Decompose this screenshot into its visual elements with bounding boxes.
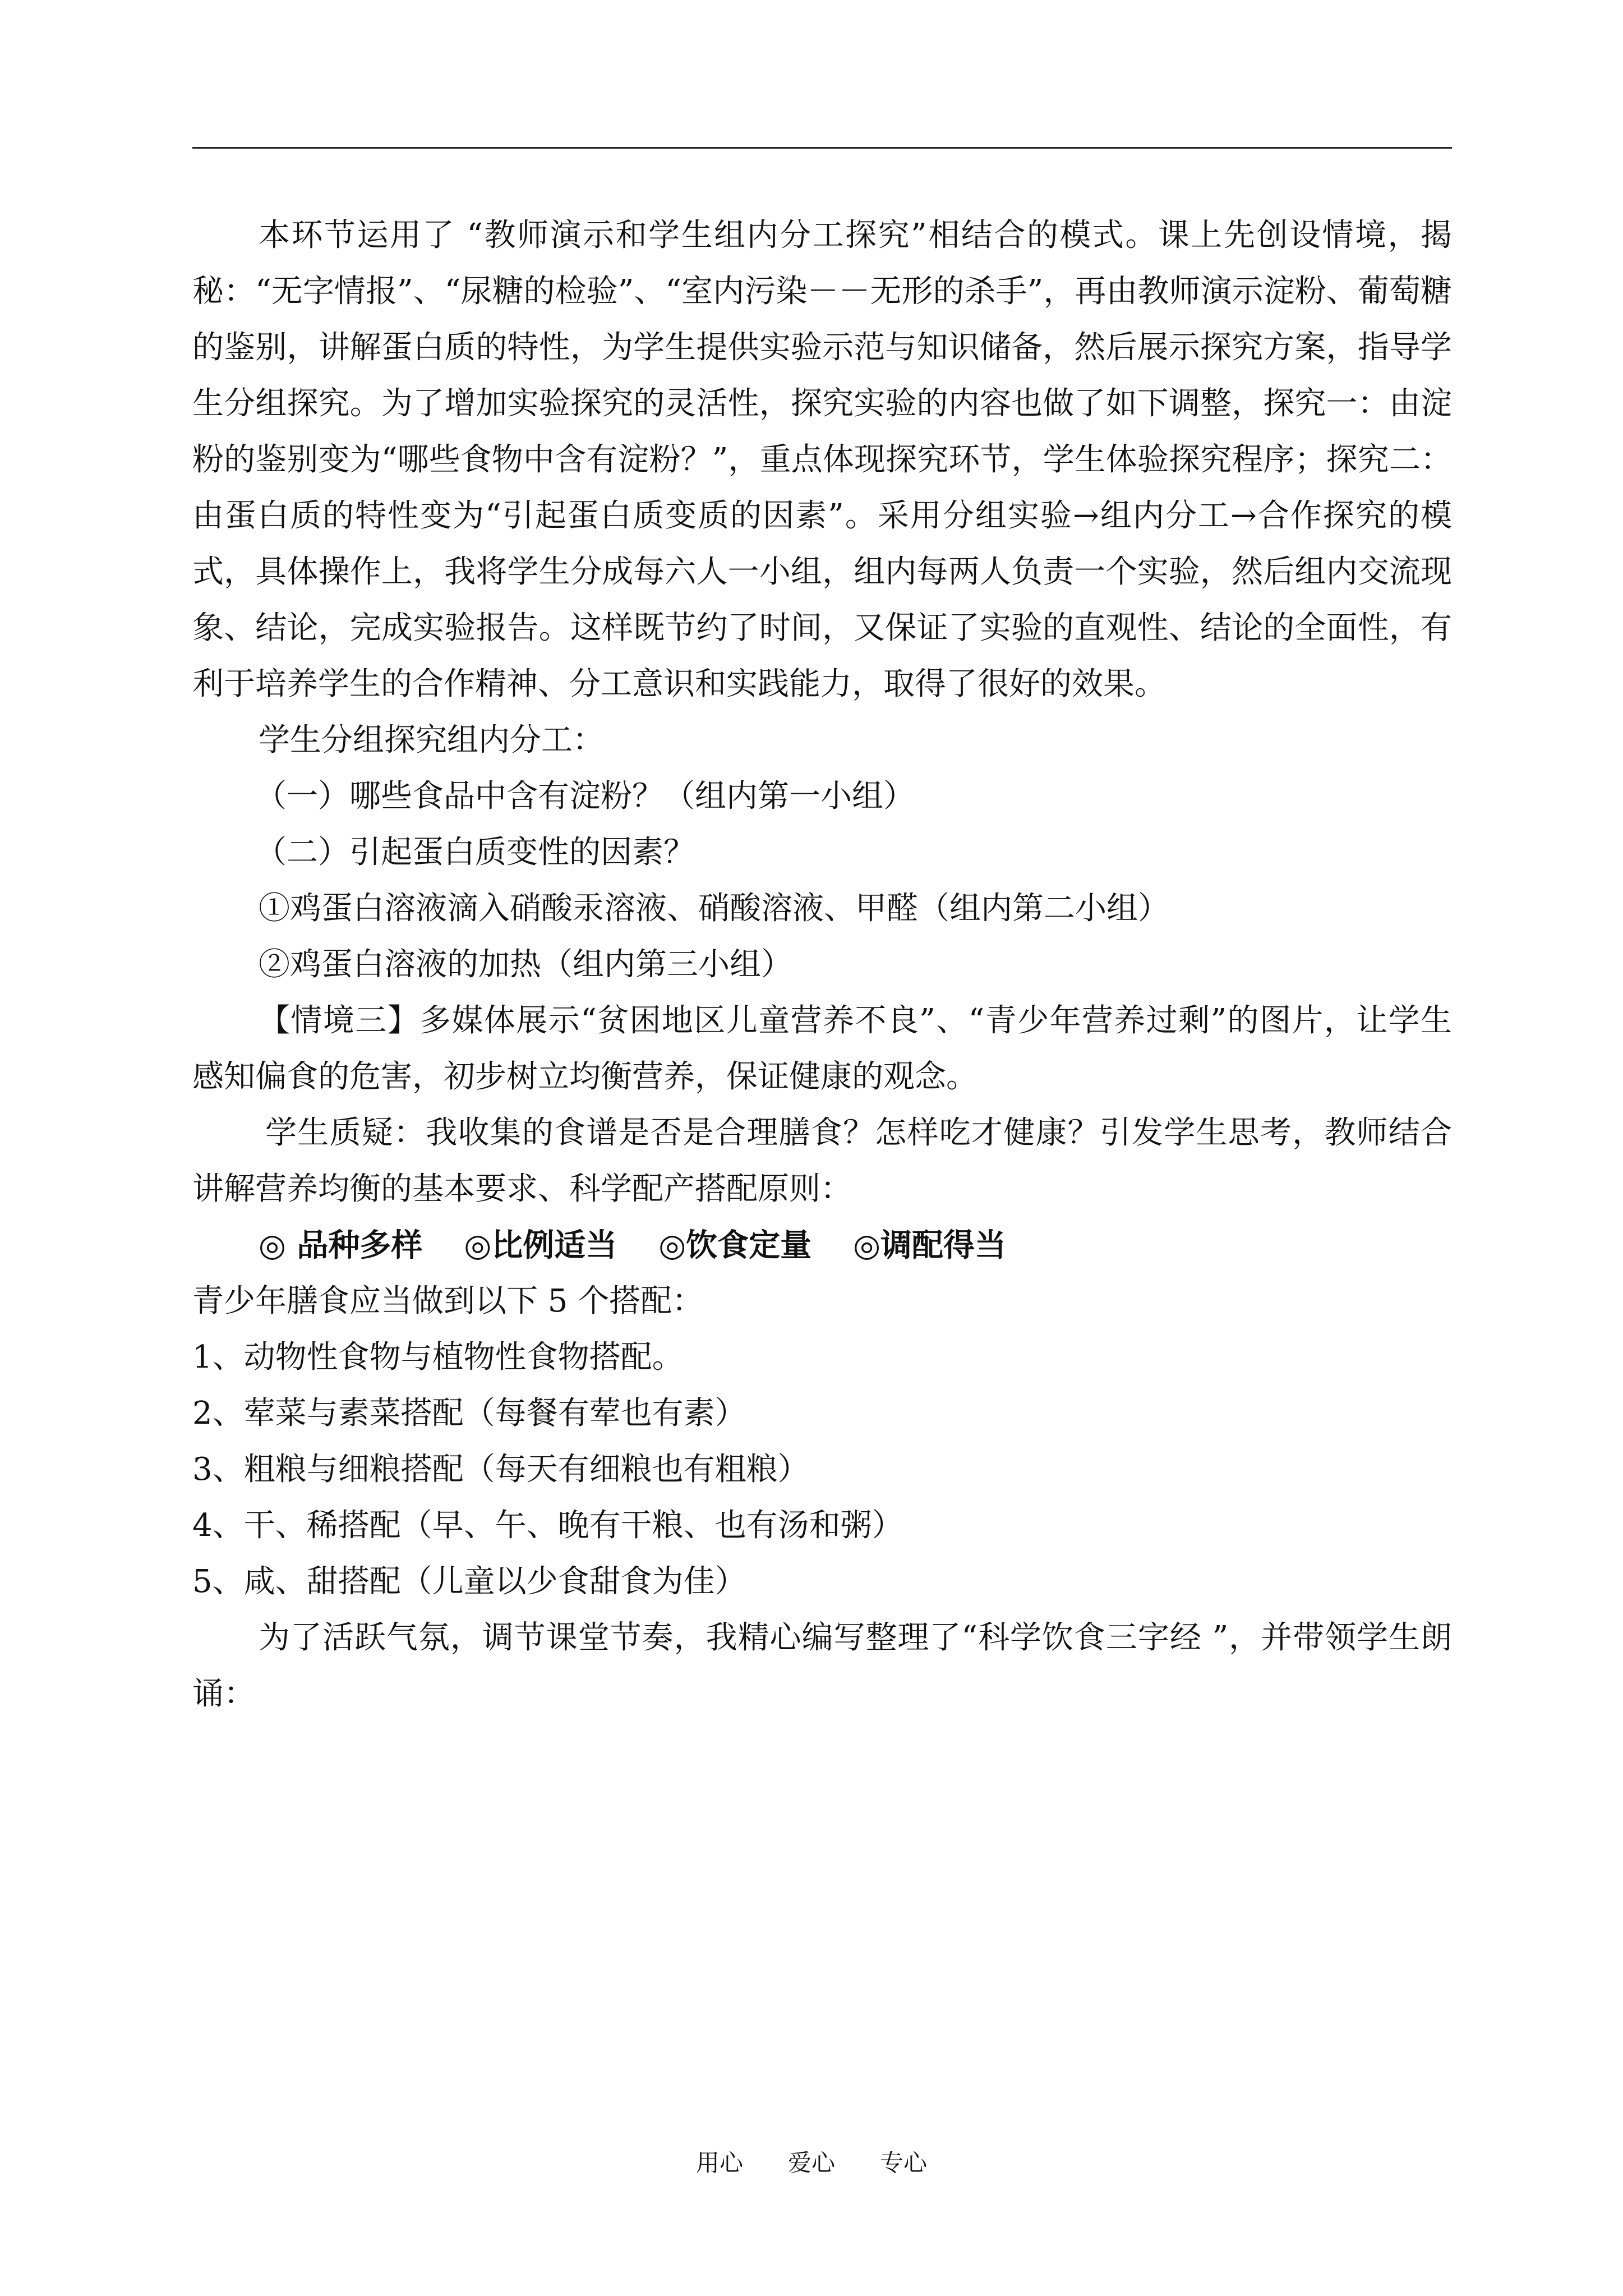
- paragraph-question: 学生质疑：我收集的食谱是否是合理膳食？怎样吃才健康？引发学生思考，教师结合讲解营养均衡的基本要求、科学配产搭配原则：: [192, 1115, 1452, 1207]
- list-item: 5、咸、甜搭配（儿童以少食甜食为佳）: [192, 1563, 746, 1600]
- list-item: 3、粗粮与细粮搭配（每天有细粮也有粗粮）: [192, 1451, 809, 1488]
- page-footer: [0, 2146, 1623, 2180]
- paragraph-intro: 本环节运用了 “教师演示和学生组内分工探究”相结合的模式。课上先创设情境，揭秘：“无字情报”、“尿糖的检验”、“室内污染－－无形的杀手”，再由教师演示淀粉、葡萄糖的鉴别，讲解蛋白质的特性，为学生提供实验示范与知识储备，然后展示探究方案，指导学生分组探究。为了增加实验探究的灵活性，探究实验的内容也做了如下调整，探究一：由淀粉的鉴别变为“哪些食物中含有淀粉？”，重点体现探究环节，学生体验探究程序；探究二：由蛋白质的特性变为“引起蛋白质变质的因素”。采用分组实验→组内分工→合作探究的模式，具体操作上，我将学生分成每六人一小组，组内每两人负责一个实验，然后组内交流现象、结论，完成实验报告。这样既节约了时间，又保证了实验的直观性、结论的全面性，有利于培养学生的合作精神、分工意识和实践能力，取得了很好的效果。: [192, 217, 1452, 702]
- list-item: 1、动物性食物与植物性食物搭配。: [192, 1339, 684, 1375]
- principle-proportion: ◎比例适当: [464, 1227, 617, 1264]
- paragraph-closing: 为了活跃气氛，调节课堂节奏，我精心编写整理了“科学饮食三字经 ”，并带领学生朗诵：: [192, 1619, 1452, 1712]
- principles-line: [192, 1217, 1452, 1273]
- principle-quantity: ◎饮食定量: [658, 1227, 812, 1264]
- footer-word: 爱心: [787, 2149, 835, 2177]
- footer-word: 专心: [880, 2149, 928, 2177]
- list-item: （一）哪些食品中含有淀粉？（组内第一小组）: [255, 778, 915, 815]
- document-body: [192, 208, 1452, 1722]
- list-item: ②鸡蛋白溶液的加热（组内第三小组）: [259, 946, 792, 983]
- list-item: 4、干、稀搭配（早、午、晚有干粮、也有汤和粥）: [192, 1507, 903, 1544]
- paragraph-scene-three: 【情境三】多媒体展示“贫困地区儿童营养不良”、“青少年营养过剩”的图片，让学生感知偏食的危害，初步树立均衡营养，保证健康的观念。: [192, 1002, 1452, 1095]
- group-title: 学生分组探究组内分工：: [259, 722, 604, 758]
- list-item: ①鸡蛋白溶液滴入硝酸汞溶液、硝酸溶液、甲醛（组内第二小组）: [259, 890, 1169, 927]
- match-intro: 青少年膳食应当做到以下 5 个搭配：: [192, 1283, 704, 1319]
- list-item: （二）引起蛋白质变性的因素？: [255, 834, 695, 871]
- header-rule: [192, 147, 1452, 149]
- principle-blending: ◎调配得当: [853, 1227, 1006, 1264]
- list-item: 2、荤菜与素菜搭配（每餐有荤也有素）: [192, 1395, 746, 1432]
- footer-word: 用心: [695, 2149, 743, 2177]
- principle-variety: ◎ 品种多样: [259, 1227, 423, 1264]
